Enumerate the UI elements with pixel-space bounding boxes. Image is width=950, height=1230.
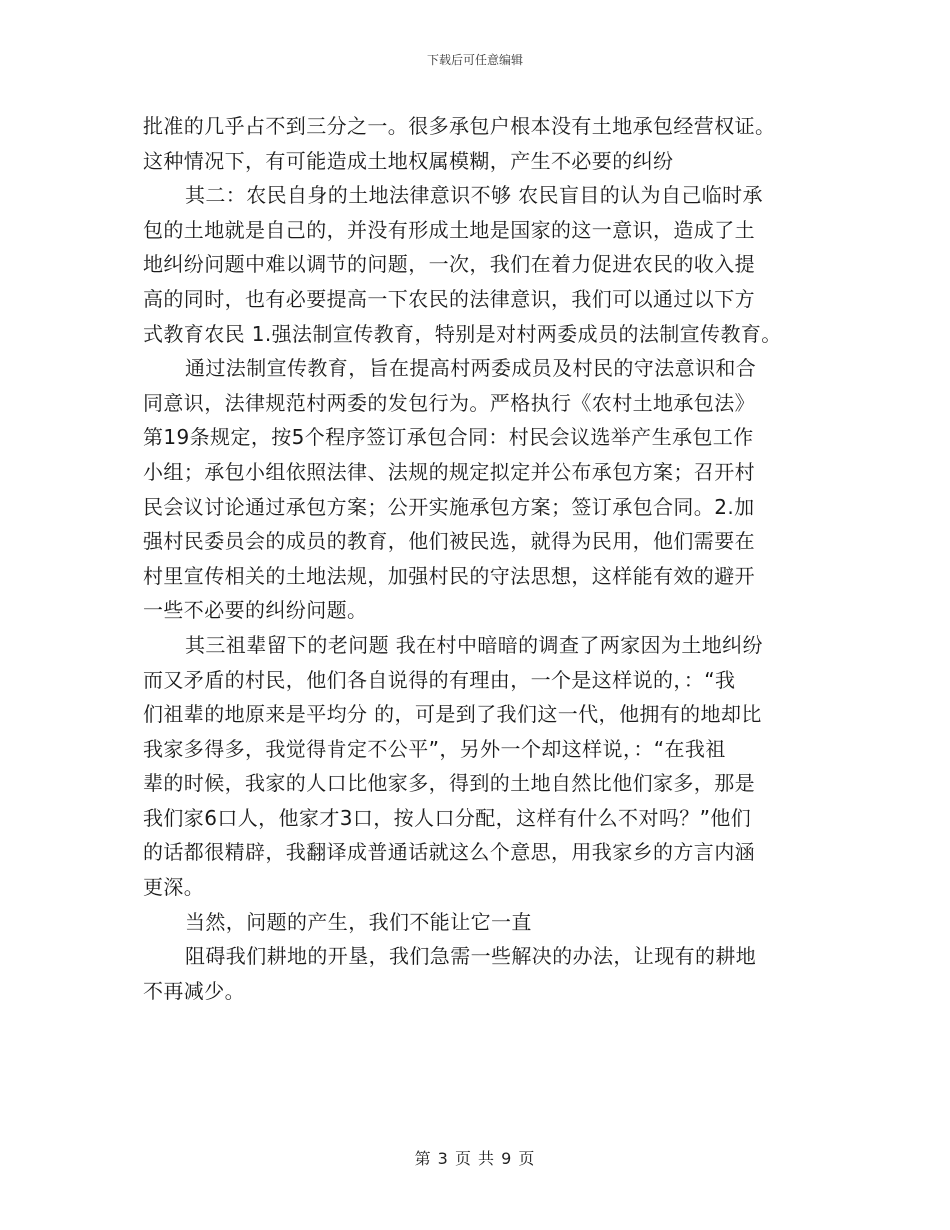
text-line: 第19条规定，按5个程序签订承包合同：村民会议选举产生承包工作 <box>143 425 754 450</box>
text-line: 一些不必要的纠纷问题。 <box>143 598 368 623</box>
page-number: 第 3 页 共 9 页 <box>414 1149 536 1168</box>
text-line: 我家多得多，我觉得肯定不公平”，另外一个却这样说，：“在我祖 <box>143 736 726 761</box>
text-line: 包的土地就是自己的，并没有形成土地是国家的这一意识，造成了土 <box>143 217 755 242</box>
paragraph-start: 其二：农民自身的土地法律意识不够 农民盲目的认为自己临时承 <box>185 183 763 208</box>
text-line: 辈的时候，我家的人口比他家多，得到的土地自然比他们家多，那是 <box>143 771 755 796</box>
text-line: 我们家6口人，他家才3口，按人口分配，这样有什么不对吗？”他们 <box>143 805 752 830</box>
text-line: 而又矛盾的村民，他们各自说得的有理由，一个是这样说的，：“我 <box>143 667 736 692</box>
text-line: 地纠纷问题中难以调节的问题，一次，我们在着力促进农民的收入提 <box>143 252 755 277</box>
paragraph-start: 当然，问题的产生，我们不能让它一直 <box>185 909 532 934</box>
document-body <box>143 109 823 1008</box>
page-header: 下载后可任意编辑 <box>426 53 523 67</box>
text-line: 式教育农民 1.强法制宣传教育，特别是对村两委成员的法制宣传教育。 <box>143 321 782 346</box>
text-line: 这种情况下，有可能造成土地权属模糊，产生不必要的纠纷 <box>143 148 674 173</box>
text-line: 同意识，法律规范村两委的发包行为。严格执行《农村土地承包法》 <box>143 390 755 415</box>
text-line: 批准的几乎占不到三分之一。很多承包户根本没有土地承包经营权证。 <box>143 114 776 138</box>
paragraph-start: 其三祖辈留下的老问题 我在村中暗暗的调查了两家因为土地纠纷 <box>185 632 763 657</box>
text-line: 们祖辈的地原来是平均分 的，可是到了我们这一代，他拥有的地却比 <box>143 702 762 727</box>
text-line: 更深。 <box>143 875 205 900</box>
text-line: 强村民委员会的成员的教育，他们被民选，就得为民用，他们需要在 <box>143 529 755 554</box>
text-line: 小组；承包小组依照法律、法规的规定拟定并公布承包方案；召开村 <box>143 459 755 484</box>
text-line: 民会议讨论通过承包方案；公开实施承包方案；签订承包合同。2.加 <box>143 494 755 519</box>
paragraph-start: 阻碍我们耕地的开垦，我们急需一些解决的办法，让现有的耕地 <box>185 944 757 969</box>
paragraph-start: 通过法制宣传教育，旨在提高村两委成员及村民的守法意识和合 <box>185 356 757 381</box>
text-line: 高的同时，也有必要提高一下农民的法律意识，我们可以通过以下方 <box>143 286 755 311</box>
text-line: 村里宣传相关的土地法规，加强村民的守法思想，这样能有效的避开 <box>143 563 755 588</box>
text-line: 的话都很精辟，我翻译成普通话就这么个意思，用我家乡的方言内涵 <box>143 840 755 865</box>
text-line: 不再减少。 <box>143 978 245 1003</box>
